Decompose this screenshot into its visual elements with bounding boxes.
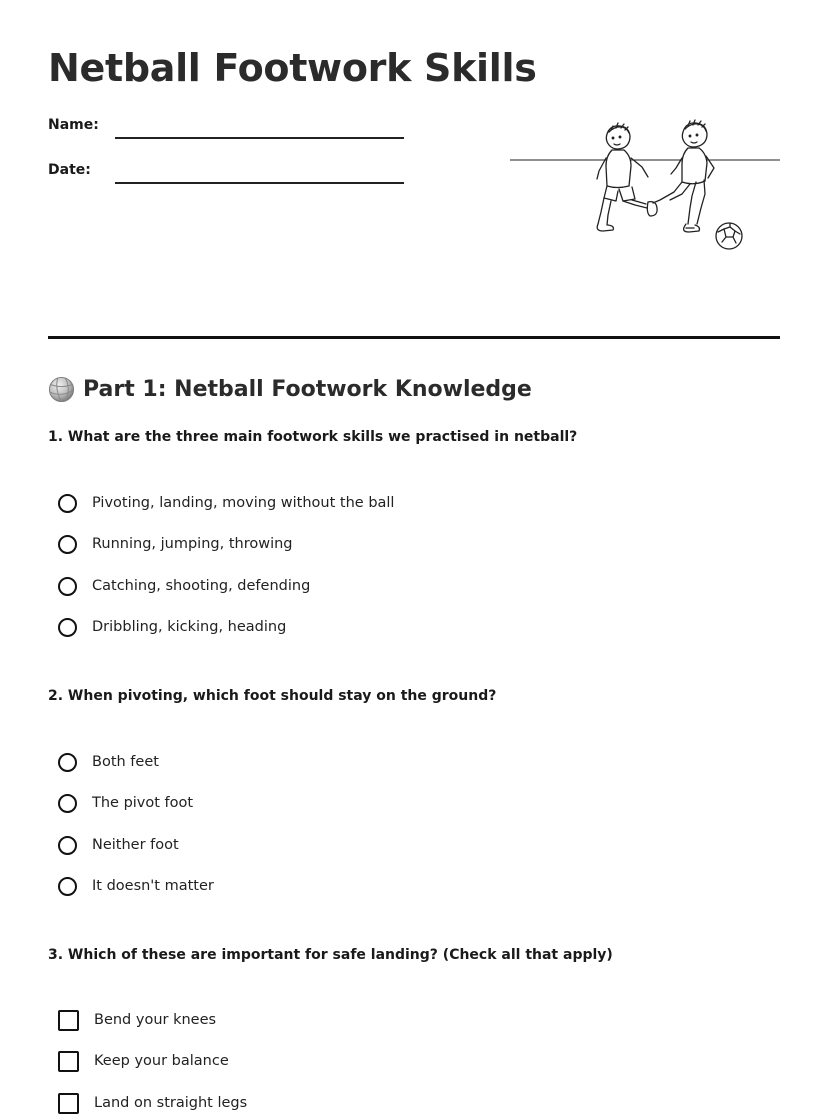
option-label: Pivoting, landing, moving without the ball bbox=[92, 495, 395, 511]
date-label: Date: bbox=[48, 162, 91, 178]
question-2-option-4[interactable] bbox=[58, 874, 214, 898]
question-1-option-4[interactable] bbox=[58, 615, 286, 639]
option-label: Neither foot bbox=[92, 837, 179, 853]
option-label: Keep your balance bbox=[94, 1053, 229, 1069]
section-title-text: Part 1: Netball Footwork Knowledge bbox=[83, 376, 532, 402]
option-label: Both feet bbox=[92, 754, 159, 770]
checkbox[interactable] bbox=[58, 1093, 79, 1114]
question-3: 3. Which of these are important for safe landing? (Check all that apply) bbox=[48, 947, 613, 963]
option-label: Running, jumping, throwing bbox=[92, 536, 293, 552]
section-title bbox=[48, 374, 532, 404]
radio-button[interactable] bbox=[58, 877, 77, 896]
radio-button[interactable] bbox=[58, 618, 77, 637]
worksheet-page bbox=[48, 0, 780, 1118]
date-field[interactable] bbox=[48, 162, 408, 192]
netball-icon bbox=[48, 376, 75, 403]
question-1-option-2[interactable] bbox=[58, 532, 293, 556]
name-input-line[interactable] bbox=[115, 137, 404, 139]
question-2-option-1[interactable] bbox=[58, 750, 159, 774]
date-input-line[interactable] bbox=[115, 182, 404, 184]
radio-button[interactable] bbox=[58, 794, 77, 813]
option-label: Dribbling, kicking, heading bbox=[92, 619, 287, 635]
radio-button[interactable] bbox=[58, 753, 77, 772]
question-2-option-2[interactable] bbox=[58, 791, 193, 815]
question-3-option-2[interactable] bbox=[58, 1049, 229, 1073]
option-label: It doesn't matter bbox=[92, 878, 214, 894]
option-label: Bend your knees bbox=[94, 1012, 217, 1028]
question-3-option-1[interactable] bbox=[58, 1008, 216, 1032]
option-label: Land on straight legs bbox=[94, 1095, 248, 1111]
question-3-option-3[interactable] bbox=[58, 1091, 247, 1115]
question-1-option-3[interactable] bbox=[58, 574, 310, 598]
name-label: Name: bbox=[48, 117, 99, 133]
option-label: Catching, shooting, defending bbox=[92, 578, 311, 594]
question-1: 1. What are the three main footwork skills we practised in netball? bbox=[48, 429, 578, 445]
radio-button[interactable] bbox=[58, 535, 77, 554]
worksheet-title: Netball Footwork Skills bbox=[48, 46, 537, 90]
question-2: 2. When pivoting, which foot should stay on the ground? bbox=[48, 688, 497, 704]
children-kicking-ball-illustration bbox=[510, 118, 780, 254]
checkbox[interactable] bbox=[58, 1051, 79, 1072]
header-divider bbox=[48, 336, 780, 339]
radio-button[interactable] bbox=[58, 577, 77, 596]
checkbox[interactable] bbox=[58, 1010, 79, 1031]
question-2-option-3[interactable] bbox=[58, 833, 179, 857]
question-1-option-1[interactable] bbox=[58, 491, 394, 515]
radio-button[interactable] bbox=[58, 494, 77, 513]
option-label: The pivot foot bbox=[92, 795, 194, 811]
radio-button[interactable] bbox=[58, 836, 77, 855]
name-field[interactable] bbox=[48, 117, 408, 147]
